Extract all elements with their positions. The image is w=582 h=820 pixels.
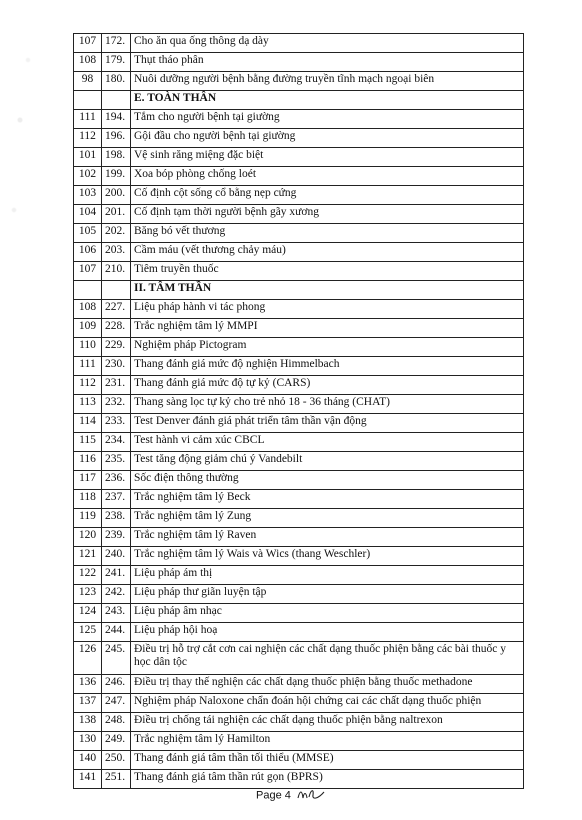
table-row xyxy=(74,53,524,72)
code-cell: 235. xyxy=(102,452,131,471)
procedure-name-cell: Nghiệm pháp Naloxone chẩn đoán hội chứng cai các chất dạng thuốc phiện xyxy=(131,694,524,713)
procedure-name-cell: Thang sàng lọc tự kỷ cho trẻ nhỏ 18 - 36 tháng (CHAT) xyxy=(131,395,524,414)
procedure-name-cell: Trắc nghiệm tâm lý Raven xyxy=(131,528,524,547)
code-cell: 240. xyxy=(102,547,131,566)
table-row xyxy=(74,167,524,186)
section-heading: E. TOÀN THÂN xyxy=(131,91,524,110)
stt-cell: 104 xyxy=(74,205,102,224)
code-cell: 233. xyxy=(102,414,131,433)
code-cell xyxy=(102,91,131,110)
stt-cell: 111 xyxy=(74,110,102,129)
procedure-name-cell: Điều trị hỗ trợ cắt cơn cai nghiện các chất dạng thuốc phiện bằng các bài thuốc y học dân tộc xyxy=(131,642,524,675)
stt-cell: 125 xyxy=(74,623,102,642)
stt-cell xyxy=(74,281,102,300)
stt-cell: 114 xyxy=(74,414,102,433)
section-heading: II. TÂM THẦN xyxy=(131,281,524,300)
table-row xyxy=(74,129,524,148)
stt-cell: 126 xyxy=(74,642,102,675)
procedure-name-cell: Gội đầu cho người bệnh tại giường xyxy=(131,129,524,148)
stt-cell: 110 xyxy=(74,338,102,357)
code-cell: 237. xyxy=(102,490,131,509)
table-row xyxy=(74,243,524,262)
procedure-name-cell: Liệu pháp hội hoạ xyxy=(131,623,524,642)
stt-cell: 120 xyxy=(74,528,102,547)
procedure-table xyxy=(73,33,524,789)
stt-cell: 140 xyxy=(74,751,102,770)
table-row xyxy=(74,694,524,713)
procedure-name-cell: Tắm cho người bệnh tại giường xyxy=(131,110,524,129)
table-row xyxy=(74,34,524,53)
code-cell: 202. xyxy=(102,224,131,243)
code-cell: 239. xyxy=(102,528,131,547)
section-row xyxy=(74,281,524,300)
procedure-name-cell: Trắc nghiệm tâm lý Zung xyxy=(131,509,524,528)
code-cell: 201. xyxy=(102,205,131,224)
table-row xyxy=(74,262,524,281)
code-cell: 198. xyxy=(102,148,131,167)
procedure-name-cell: Trắc nghiệm tâm lý MMPI xyxy=(131,319,524,338)
procedure-name-cell: Test hành vi cảm xúc CBCL xyxy=(131,433,524,452)
table-row xyxy=(74,490,524,509)
code-cell: 243. xyxy=(102,604,131,623)
stt-cell: 109 xyxy=(74,319,102,338)
table-row xyxy=(74,224,524,243)
stt-cell: 105 xyxy=(74,224,102,243)
code-cell: 230. xyxy=(102,357,131,376)
stt-cell: 107 xyxy=(74,262,102,281)
table-row xyxy=(74,148,524,167)
code-cell: 241. xyxy=(102,566,131,585)
table-row xyxy=(74,732,524,751)
table-row xyxy=(74,623,524,642)
code-cell: 244. xyxy=(102,623,131,642)
stt-cell: 102 xyxy=(74,167,102,186)
procedure-name-cell: Xoa bóp phòng chống loét xyxy=(131,167,524,186)
scan-speckle xyxy=(0,0,40,820)
table-row xyxy=(74,414,524,433)
table-row xyxy=(74,319,524,338)
procedure-name-cell: Cố định cột sống cổ bằng nẹp cứng xyxy=(131,186,524,205)
table-row xyxy=(74,713,524,732)
code-cell: 172. xyxy=(102,34,131,53)
stt-cell xyxy=(74,91,102,110)
table-row xyxy=(74,338,524,357)
stt-cell: 118 xyxy=(74,490,102,509)
stt-cell: 115 xyxy=(74,433,102,452)
code-cell: 232. xyxy=(102,395,131,414)
procedure-name-cell: Trắc nghiệm tâm lý Beck xyxy=(131,490,524,509)
stt-cell: 108 xyxy=(74,300,102,319)
stt-cell: 117 xyxy=(74,471,102,490)
page-footer xyxy=(0,786,582,805)
table-row xyxy=(74,642,524,675)
code-cell: 180. xyxy=(102,72,131,91)
code-cell: 234. xyxy=(102,433,131,452)
code-cell: 251. xyxy=(102,770,131,789)
procedure-name-cell: Trắc nghiệm tâm lý Wais và Wics (thang Weschler) xyxy=(131,547,524,566)
procedure-name-cell: Liệu pháp hành vi tác phong xyxy=(131,300,524,319)
table-row xyxy=(74,186,524,205)
stt-cell: 138 xyxy=(74,713,102,732)
code-cell: 250. xyxy=(102,751,131,770)
stt-cell: 108 xyxy=(74,53,102,72)
code-cell: 200. xyxy=(102,186,131,205)
procedure-name-cell: Thang đánh giá mức độ tự kỷ (CARS) xyxy=(131,376,524,395)
procedure-name-cell: Tiêm truyền thuốc xyxy=(131,262,524,281)
stt-cell: 112 xyxy=(74,129,102,148)
procedure-name-cell: Thang đánh giá tâm thần tối thiểu (MMSE) xyxy=(131,751,524,770)
code-cell: 231. xyxy=(102,376,131,395)
table-row xyxy=(74,566,524,585)
code-cell: 199. xyxy=(102,167,131,186)
code-cell: 236. xyxy=(102,471,131,490)
stt-cell: 113 xyxy=(74,395,102,414)
code-cell: 249. xyxy=(102,732,131,751)
code-cell: 245. xyxy=(102,642,131,675)
procedure-name-cell: Vệ sinh răng miệng đặc biệt xyxy=(131,148,524,167)
code-cell: 196. xyxy=(102,129,131,148)
procedure-name-cell: Thang đánh giá mức độ nghiện Himmelbach xyxy=(131,357,524,376)
stt-cell: 98 xyxy=(74,72,102,91)
table-body xyxy=(74,34,524,789)
table-row xyxy=(74,357,524,376)
table-row xyxy=(74,300,524,319)
code-cell: 238. xyxy=(102,509,131,528)
stt-cell: 137 xyxy=(74,694,102,713)
code-cell: 246. xyxy=(102,675,131,694)
table-row xyxy=(74,547,524,566)
stt-cell: 111 xyxy=(74,357,102,376)
signature-icon xyxy=(296,786,326,805)
procedure-name-cell: Cố định tạm thời người bệnh gãy xương xyxy=(131,205,524,224)
procedure-name-cell: Cho ăn qua ống thông dạ dày xyxy=(131,34,524,53)
code-cell: 203. xyxy=(102,243,131,262)
procedure-name-cell: Thang đánh giá tâm thần rút gọn (BPRS) xyxy=(131,770,524,789)
stt-cell: 141 xyxy=(74,770,102,789)
table-row xyxy=(74,72,524,91)
table-row xyxy=(74,376,524,395)
table-row xyxy=(74,205,524,224)
code-cell: 242. xyxy=(102,585,131,604)
stt-cell: 119 xyxy=(74,509,102,528)
stt-cell: 123 xyxy=(74,585,102,604)
stt-cell: 101 xyxy=(74,148,102,167)
table-row xyxy=(74,528,524,547)
stt-cell: 121 xyxy=(74,547,102,566)
stt-cell: 107 xyxy=(74,34,102,53)
stt-cell: 103 xyxy=(74,186,102,205)
table-row xyxy=(74,585,524,604)
table-row xyxy=(74,110,524,129)
procedure-name-cell: Điều trị thay thế nghiện các chất dạng thuốc phiện bằng thuốc methadone xyxy=(131,675,524,694)
code-cell xyxy=(102,281,131,300)
procedure-name-cell: Liệu pháp ám thị xyxy=(131,566,524,585)
code-cell: 210. xyxy=(102,262,131,281)
stt-cell: 116 xyxy=(74,452,102,471)
procedure-name-cell: Cầm máu (vết thương chảy máu) xyxy=(131,243,524,262)
procedure-name-cell: Trắc nghiệm tâm lý Hamilton xyxy=(131,732,524,751)
stt-cell: 136 xyxy=(74,675,102,694)
page-number: Page 4 xyxy=(256,789,291,802)
stt-cell: 112 xyxy=(74,376,102,395)
table-row xyxy=(74,433,524,452)
table-row xyxy=(74,604,524,623)
procedure-name-cell: Nghiệm pháp Pictogram xyxy=(131,338,524,357)
procedure-name-cell: Test tăng động giảm chú ý Vandebilt xyxy=(131,452,524,471)
table-row xyxy=(74,509,524,528)
table-row xyxy=(74,675,524,694)
code-cell: 227. xyxy=(102,300,131,319)
procedure-name-cell: Liệu pháp âm nhạc xyxy=(131,604,524,623)
code-cell: 179. xyxy=(102,53,131,72)
procedure-name-cell: Nuôi dưỡng người bệnh bằng đường truyền tĩnh mạch ngoại biên xyxy=(131,72,524,91)
code-cell: 229. xyxy=(102,338,131,357)
stt-cell: 124 xyxy=(74,604,102,623)
section-row xyxy=(74,91,524,110)
table-row xyxy=(74,751,524,770)
stt-cell: 130 xyxy=(74,732,102,751)
procedure-name-cell: Test Denver đánh giá phát triển tâm thần vận động xyxy=(131,414,524,433)
table-row xyxy=(74,452,524,471)
code-cell: 248. xyxy=(102,713,131,732)
procedure-name-cell: Liệu pháp thư giãn luyện tập xyxy=(131,585,524,604)
stt-cell: 122 xyxy=(74,566,102,585)
code-cell: 247. xyxy=(102,694,131,713)
table-row xyxy=(74,395,524,414)
stt-cell: 106 xyxy=(74,243,102,262)
code-cell: 228. xyxy=(102,319,131,338)
procedure-name-cell: Điều trị chống tái nghiện các chất dạng thuốc phiện bằng naltrexon xyxy=(131,713,524,732)
code-cell: 194. xyxy=(102,110,131,129)
procedure-name-cell: Thụt tháo phân xyxy=(131,53,524,72)
procedure-name-cell: Sốc điện thông thường xyxy=(131,471,524,490)
table-row xyxy=(74,471,524,490)
procedure-name-cell: Băng bó vết thương xyxy=(131,224,524,243)
